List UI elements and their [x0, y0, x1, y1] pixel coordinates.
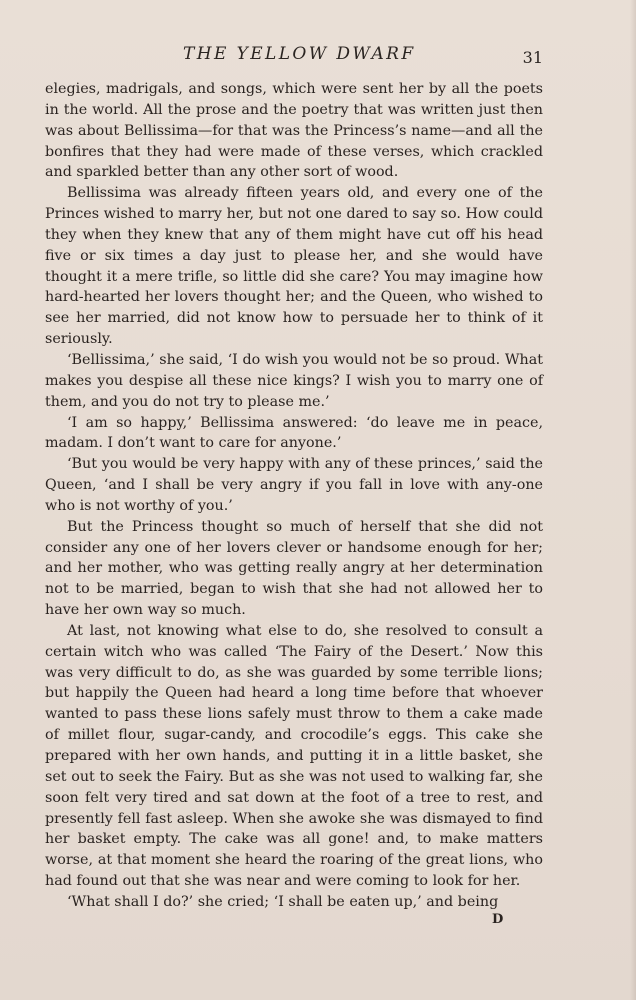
paragraph: At last, not knowing what else to do, she resolved to consult a certain witch who was called ‘The Fairy of the Desert.’ Now this was very difficult to do, as she was guarded by some terrible lions; but happily the Queen had heard a long time before that whoever wanted to pass these lions safely must throw to them a cake made of millet flour, sugar-candy, and crocodile’s eggs. This cake she prepared with her own hands, and putting it in a little basket, she set out to seek the Fairy. But as she was not used to walking far, she soon felt very tired and sat down at the foot of a tree to rest, and presently fell fast asleep. When she awoke she was dismayed to find her basket empty. The cake was all gone! and, to make matters worse, at that moment she heard the roaring of the great lions, who had found out that she was near and were coming to look for her.: [45, 622, 543, 890]
page-edge-shadow: [630, 0, 636, 1000]
paragraph: ‘I am so happy,’ Bellissima answered: ‘do leave me in peace, madam. I don’t want to care for anyone.’: [45, 414, 543, 452]
page-number: 31: [522, 48, 543, 67]
signature-mark: D: [492, 912, 504, 927]
body-text: [45, 79, 543, 913]
paragraph: elegies, madrigals, and songs, which were sent her by all the poets in the world. All the prose and the poetry that was written just then was about Bellissima—for that was the Princess’s name—and all the bonfires that they had were made of these verses, which crackled and sparkled better than any other sort of wood.: [45, 81, 543, 181]
paragraph: But the Princess thought so much of herself that she did not consider any one of her lovers clever or handsome enough for her; and her mother, who was getting really angry at her determination not to be married, began to wish that she had not allowed her to have her own way so much.: [45, 518, 543, 619]
paragraph: Bellissima was already fifteen years old, and every one of the Princes wished to marry her, but not one dared to say so. How could they when they knew that any of them might have cut off his head five or six times a day just to please her, and she would have thought it a mere trifle, so little did she care? You may imagine how hard-hearted her lovers thought her; and the Queen, who wished to see her married, did not know how to persuade her to think of it seriously.: [45, 185, 543, 348]
running-title: THE YELLOW DWARF: [183, 44, 416, 64]
paragraph: ‘Bellissima,’ she said, ‘I do wish you would not be so proud. What makes you despise all these nice kings? I wish you to marry one of them, and you do not try to please me.’: [45, 351, 543, 410]
paragraph: ‘But you would be very happy with any of these princes,’ said the Queen, ‘and I shall be very angry if you fall in love with any-one who is not worthy of you.’: [45, 456, 543, 514]
paragraph: ‘What shall I do?’ she cried; ‘I shall be eaten up,’ and being: [67, 893, 499, 910]
running-head: [45, 42, 543, 70]
